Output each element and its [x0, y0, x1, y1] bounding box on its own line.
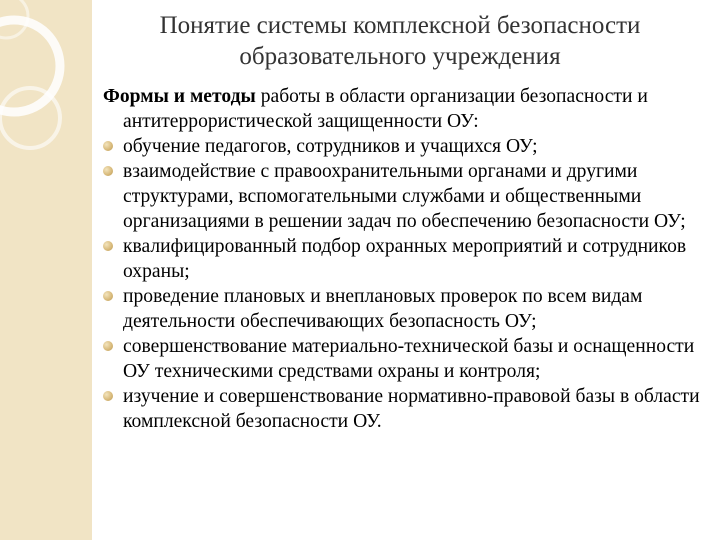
list-item-text: совершенствование материально-технической базы и оснащенности ОУ техническими средствами охраны и контроля; — [123, 336, 695, 382]
bullet-list — [103, 134, 703, 434]
list-item — [103, 234, 703, 284]
list-item-text: изучение и совершенствование нормативно-правовой базы в области комплексной безопасности ОУ. — [123, 386, 700, 432]
list-item-text: проведение плановых и внеплановых проверок по всем видам деятельности обеспечивающих безопасность ОУ; — [123, 286, 643, 332]
list-item — [103, 284, 703, 334]
bullet-dot-icon — [103, 241, 113, 251]
intro-paragraph — [103, 84, 703, 134]
list-item-text: квалифицированный подбор охранных мероприятий и сотрудников охраны; — [123, 236, 687, 282]
bullet-dot-icon — [103, 341, 113, 351]
bullet-dot-icon — [103, 291, 113, 301]
list-item — [103, 384, 703, 434]
list-item — [103, 159, 703, 234]
bullet-dot-icon — [103, 391, 113, 401]
list-item — [103, 134, 703, 159]
title-line-2: образовательного учреждения — [239, 43, 561, 70]
intro-bold-text: Формы и методы — [103, 86, 256, 107]
decorative-rings — [0, 0, 110, 200]
bullet-dot-icon — [103, 166, 113, 176]
title-line-1: Понятие системы комплексной безопасности — [159, 12, 641, 39]
list-item-text: взаимодействие с правоохранительными органами и другими структурами, вспомогательными службами и общественными организациями в решении задач по обеспечению безопасности ОУ; — [123, 161, 686, 232]
bullet-dot-icon — [103, 141, 113, 151]
list-item-text: обучение педагогов, сотрудников и учащихся ОУ; — [123, 136, 538, 157]
intro-text: работы в области организации безопасности и антитеррористической защищенности ОУ: — [123, 86, 648, 132]
list-item — [103, 334, 703, 384]
slide-title — [120, 10, 680, 72]
slide-content — [103, 84, 703, 434]
